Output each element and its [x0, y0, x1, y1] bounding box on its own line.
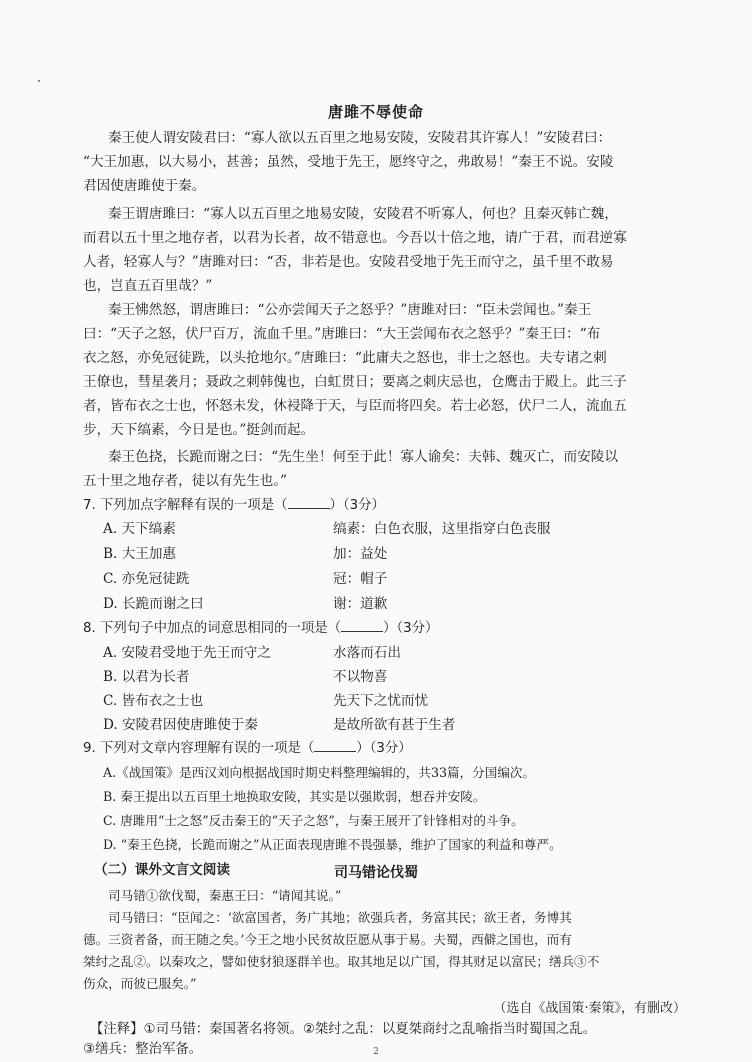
section-line: 德。三资者备，而王随之矣。’今王之地小民贫故臣愿从事于易。夫蜀，西僻之国也，而有	[83, 932, 572, 947]
annotation-line: 【注释】①司马错：秦国著名将领。②桀纣之乱：以夏桀商纣之乱喻指当时蜀国之乱。	[90, 1022, 597, 1037]
passage-line: 秦王谓唐雎曰：“寡人以五百里之地易安陵，安陵君不听寡人，何也？且秦灭韩亡魏，	[108, 206, 618, 222]
q7-option-d: D. 长跪而谢之曰	[103, 596, 204, 612]
section-title: 司马错论伐蜀	[334, 865, 418, 881]
q9-option-a: A.《战国策》是西汉刘向根据战国时期史料整理编辑的，共33篇，分国编次。	[103, 765, 536, 780]
question-9-score: ）（3分）	[356, 741, 412, 756]
passage-line: 秦王色挠，长跪而谢之曰：“先生坐！何至于此！寡人谕矣：夫韩、魏灭亡，而安陵以	[108, 449, 618, 465]
q8-option-b-note: 不以物喜	[333, 669, 388, 685]
q8-option-a: A. 安陵君受地于先王而守之	[103, 645, 271, 661]
q7-option-c: C. 亦免冠徒跣	[103, 571, 190, 587]
q8-option-c-note: 先天下之忧而忧	[333, 693, 429, 709]
annotation-line: ③缮兵：整治军备。	[83, 1042, 203, 1057]
q9-option-b: B. 秦王提出以五百里土地换取安陵，其实是以强欺弱，想吞并安陵。	[103, 789, 486, 804]
page-number: 2	[373, 1047, 379, 1057]
answer-blank[interactable]	[341, 619, 383, 632]
q7-option-b: B. 大王加惠	[103, 546, 177, 562]
question-9	[83, 739, 683, 759]
section-line: 司马错曰：“臣闻之：‘欲富国者，务广其地；欲强兵者，务富其民；欲王者，务博其	[108, 910, 572, 925]
answer-blank[interactable]	[288, 496, 330, 509]
question-9-stem: 9. 下列对文章内容理解有误的一项是（	[83, 741, 315, 756]
section-line: 伤众，而彼已服矣。”	[83, 976, 197, 991]
passage-line: 者，皆布衣之士也，怀怒未发，休祲降于天，与臣而将四矣。若士必怒，伏尸二人，流血五	[83, 398, 627, 414]
q8-option-d: D. 安陵君因使唐雎使于秦	[103, 717, 258, 733]
passage-line: 步，天下缟素，今日是也。”挺剑而起。	[83, 422, 315, 438]
passage-line: 君因使唐雎使于秦。	[83, 178, 206, 194]
q7-option-a-note: 缟素：白色衣服，这里指穿白色丧服	[333, 521, 551, 537]
passage-line: 衣之怒，亦免冠徒跣，以头抢地尔。”唐雎曰：“此庸夫之怒也，非士之怒也。夫专诸之刺	[83, 350, 607, 366]
answer-blank[interactable]	[314, 739, 356, 752]
section-heading: （二）课外文言文阅读	[94, 862, 230, 878]
passage-line: 人者，轻寡人与？”唐雎对曰：“否，非若是也。安陵君受地于先王而守之，虽千里不敢易	[83, 254, 614, 270]
q9-option-d: D. “秦王色挠，长跪而谢之”从正面表现唐雎不畏强暴，维护了国家的利益和尊严。	[103, 837, 562, 852]
question-7-stem: 7. 下列加点字解释有误的一项是（	[83, 498, 288, 513]
section-line: 司马错①欲伐蜀，秦惠王曰：“请闻其说。”	[108, 888, 342, 903]
passage-line: “大王加惠，以大易小，甚善；虽然，受地于先王，愿终守之，弗敢易！”秦王不说。安陵	[83, 154, 614, 170]
passage-line: 也，岂直五百里哉？”	[83, 278, 213, 294]
section-line: 桀纣之乱②。以秦攻之，譬如使豺狼逐群羊也。取其地足以广国，得其财足以富民；缮兵③不	[83, 954, 600, 969]
passage-line: 秦王怫然怒，谓唐雎曰：“公亦尝闻天子之怒乎？”唐雎对曰：“臣未尝闻也。”秦王	[108, 302, 592, 318]
question-7	[83, 496, 683, 516]
q8-option-d-note: 是故所欲有甚于生者	[333, 717, 456, 733]
scan-speck	[38, 80, 40, 82]
source-citation: （选自《战国策·秦策》，有删改）	[493, 1001, 686, 1016]
passage-line: 秦王使人谓安陵君曰：“寡人欲以五百里之地易安陵，安陵君其许寡人！”安陵君曰：	[108, 130, 612, 146]
q7-option-c-note: 冠：帽子	[333, 571, 388, 587]
q7-option-d-note: 谢：道歉	[333, 596, 388, 612]
passage-line: 五十里之地存者，徒以有先生也。”	[83, 473, 288, 489]
q8-option-a-note: 水落而石出	[333, 645, 401, 661]
question-7-score: ）（3分）	[329, 498, 385, 513]
q9-option-c: C. 唐雎用“士之怒”反击秦王的“天子之怒”，与秦王展开了针锋相对的斗争。	[103, 813, 524, 828]
question-8	[83, 619, 683, 639]
q7-option-b-note: 加：益处	[333, 546, 388, 562]
passage-line: 而君以五十里之地存者，以君为长者，故不错意也。今吾以十倍之地，请广于君，而君逆寡	[83, 230, 627, 246]
q8-option-b: B. 以君为长者	[103, 669, 190, 685]
passage-title: 唐雎不辱使命	[327, 103, 424, 121]
passage-line: 王僚也，彗星袭月；聂政之刺韩傀也，白虹贯日；要离之刺庆忌也，仓鹰击于殿上。此三子	[83, 374, 627, 390]
question-8-stem: 8. 下列句子中加点的词意思相同的一项是（	[83, 621, 342, 636]
q8-option-c: C. 皆布衣之士也	[103, 693, 204, 709]
passage-line: 曰：“天子之怒，伏尸百万，流血千里。”唐雎曰：“大王尝闻布衣之怒乎？”秦王曰：“布	[83, 326, 601, 342]
q7-option-a: A. 天下缟素	[103, 521, 176, 537]
question-8-score: ）（3分）	[383, 621, 439, 636]
